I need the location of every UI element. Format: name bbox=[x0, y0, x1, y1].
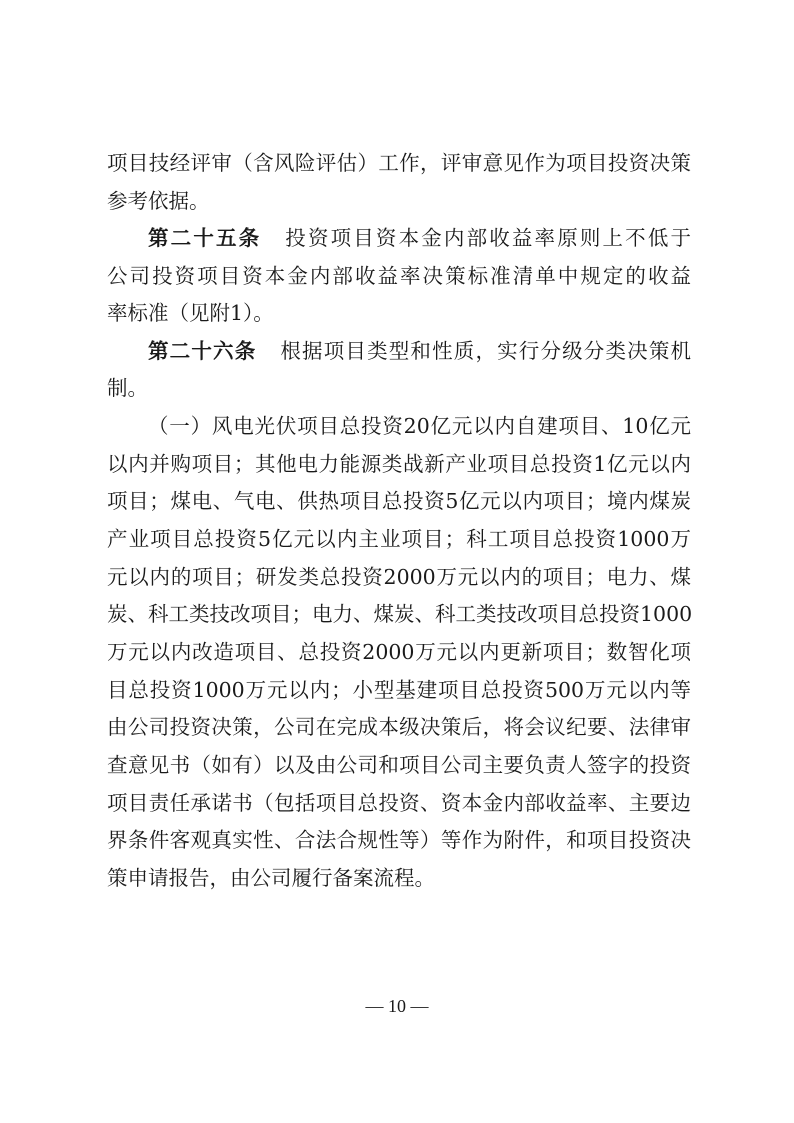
text-line: （一）风电光伏项目总投资20亿元以内自建项目、10亿元 bbox=[148, 414, 691, 438]
text-line: 产业项目总投资5亿元以内主业项目；科工项目总投资1000万 bbox=[107, 527, 691, 551]
text-line: 查意见书（如有）以及由公司和项目公司主要负责人签字的投资 bbox=[107, 753, 691, 777]
text-line: 参考依据。 bbox=[107, 189, 210, 213]
text-line: 炭、科工类技改项目；电力、煤炭、科工类技改项目总投资1000 bbox=[107, 602, 693, 626]
text-line: 率标准（见附1）。 bbox=[107, 301, 274, 325]
article-text: 投资项目资本金内部收益率原则上不低于 bbox=[285, 226, 692, 250]
text-line: 目总投资1000万元以内；小型基建项目总投资500万元以内等 bbox=[107, 678, 691, 702]
text-line: 公司投资项目资本金内部收益率决策标准清单中规定的收益 bbox=[107, 264, 691, 288]
text-line: 由公司投资决策，公司在完成本级决策后，将会议纪要、法律审 bbox=[107, 715, 691, 739]
article-25-line bbox=[148, 223, 691, 253]
text-line: 项目技经评审（含风险评估）工作，评审意见作为项目投资决策 bbox=[107, 151, 691, 175]
article-26-line bbox=[148, 336, 691, 366]
text-line: 项目；煤电、气电、供热项目总投资5亿元以内项目；境内煤炭 bbox=[107, 489, 691, 513]
page-number: — 10 — bbox=[365, 996, 429, 1016]
text-line: 项目责任承诺书（包括项目总投资、资本金内部收益率、主要边 bbox=[107, 791, 691, 815]
article-text: 根据项目类型和性质，实行分级分类决策机 bbox=[280, 339, 692, 363]
article-heading: 第二十六条 bbox=[148, 339, 257, 363]
text-line: 以内并购项目；其他电力能源类战新产业项目总投资1亿元以内 bbox=[107, 452, 691, 476]
text-line: 界条件客观真实性、合法合规性等）等作为附件，和项目投资决 bbox=[107, 828, 691, 852]
text-line: 策申请报告，由公司履行备案流程。 bbox=[107, 866, 435, 890]
text-line: 元以内的项目；研发类总投资2000万元以内的项目；电力、煤 bbox=[107, 565, 691, 589]
text-line: 万元以内改造项目、总投资2000万元以内更新项目；数智化项 bbox=[107, 640, 691, 664]
text-line: 制。 bbox=[107, 376, 148, 400]
article-heading: 第二十五条 bbox=[148, 226, 262, 250]
